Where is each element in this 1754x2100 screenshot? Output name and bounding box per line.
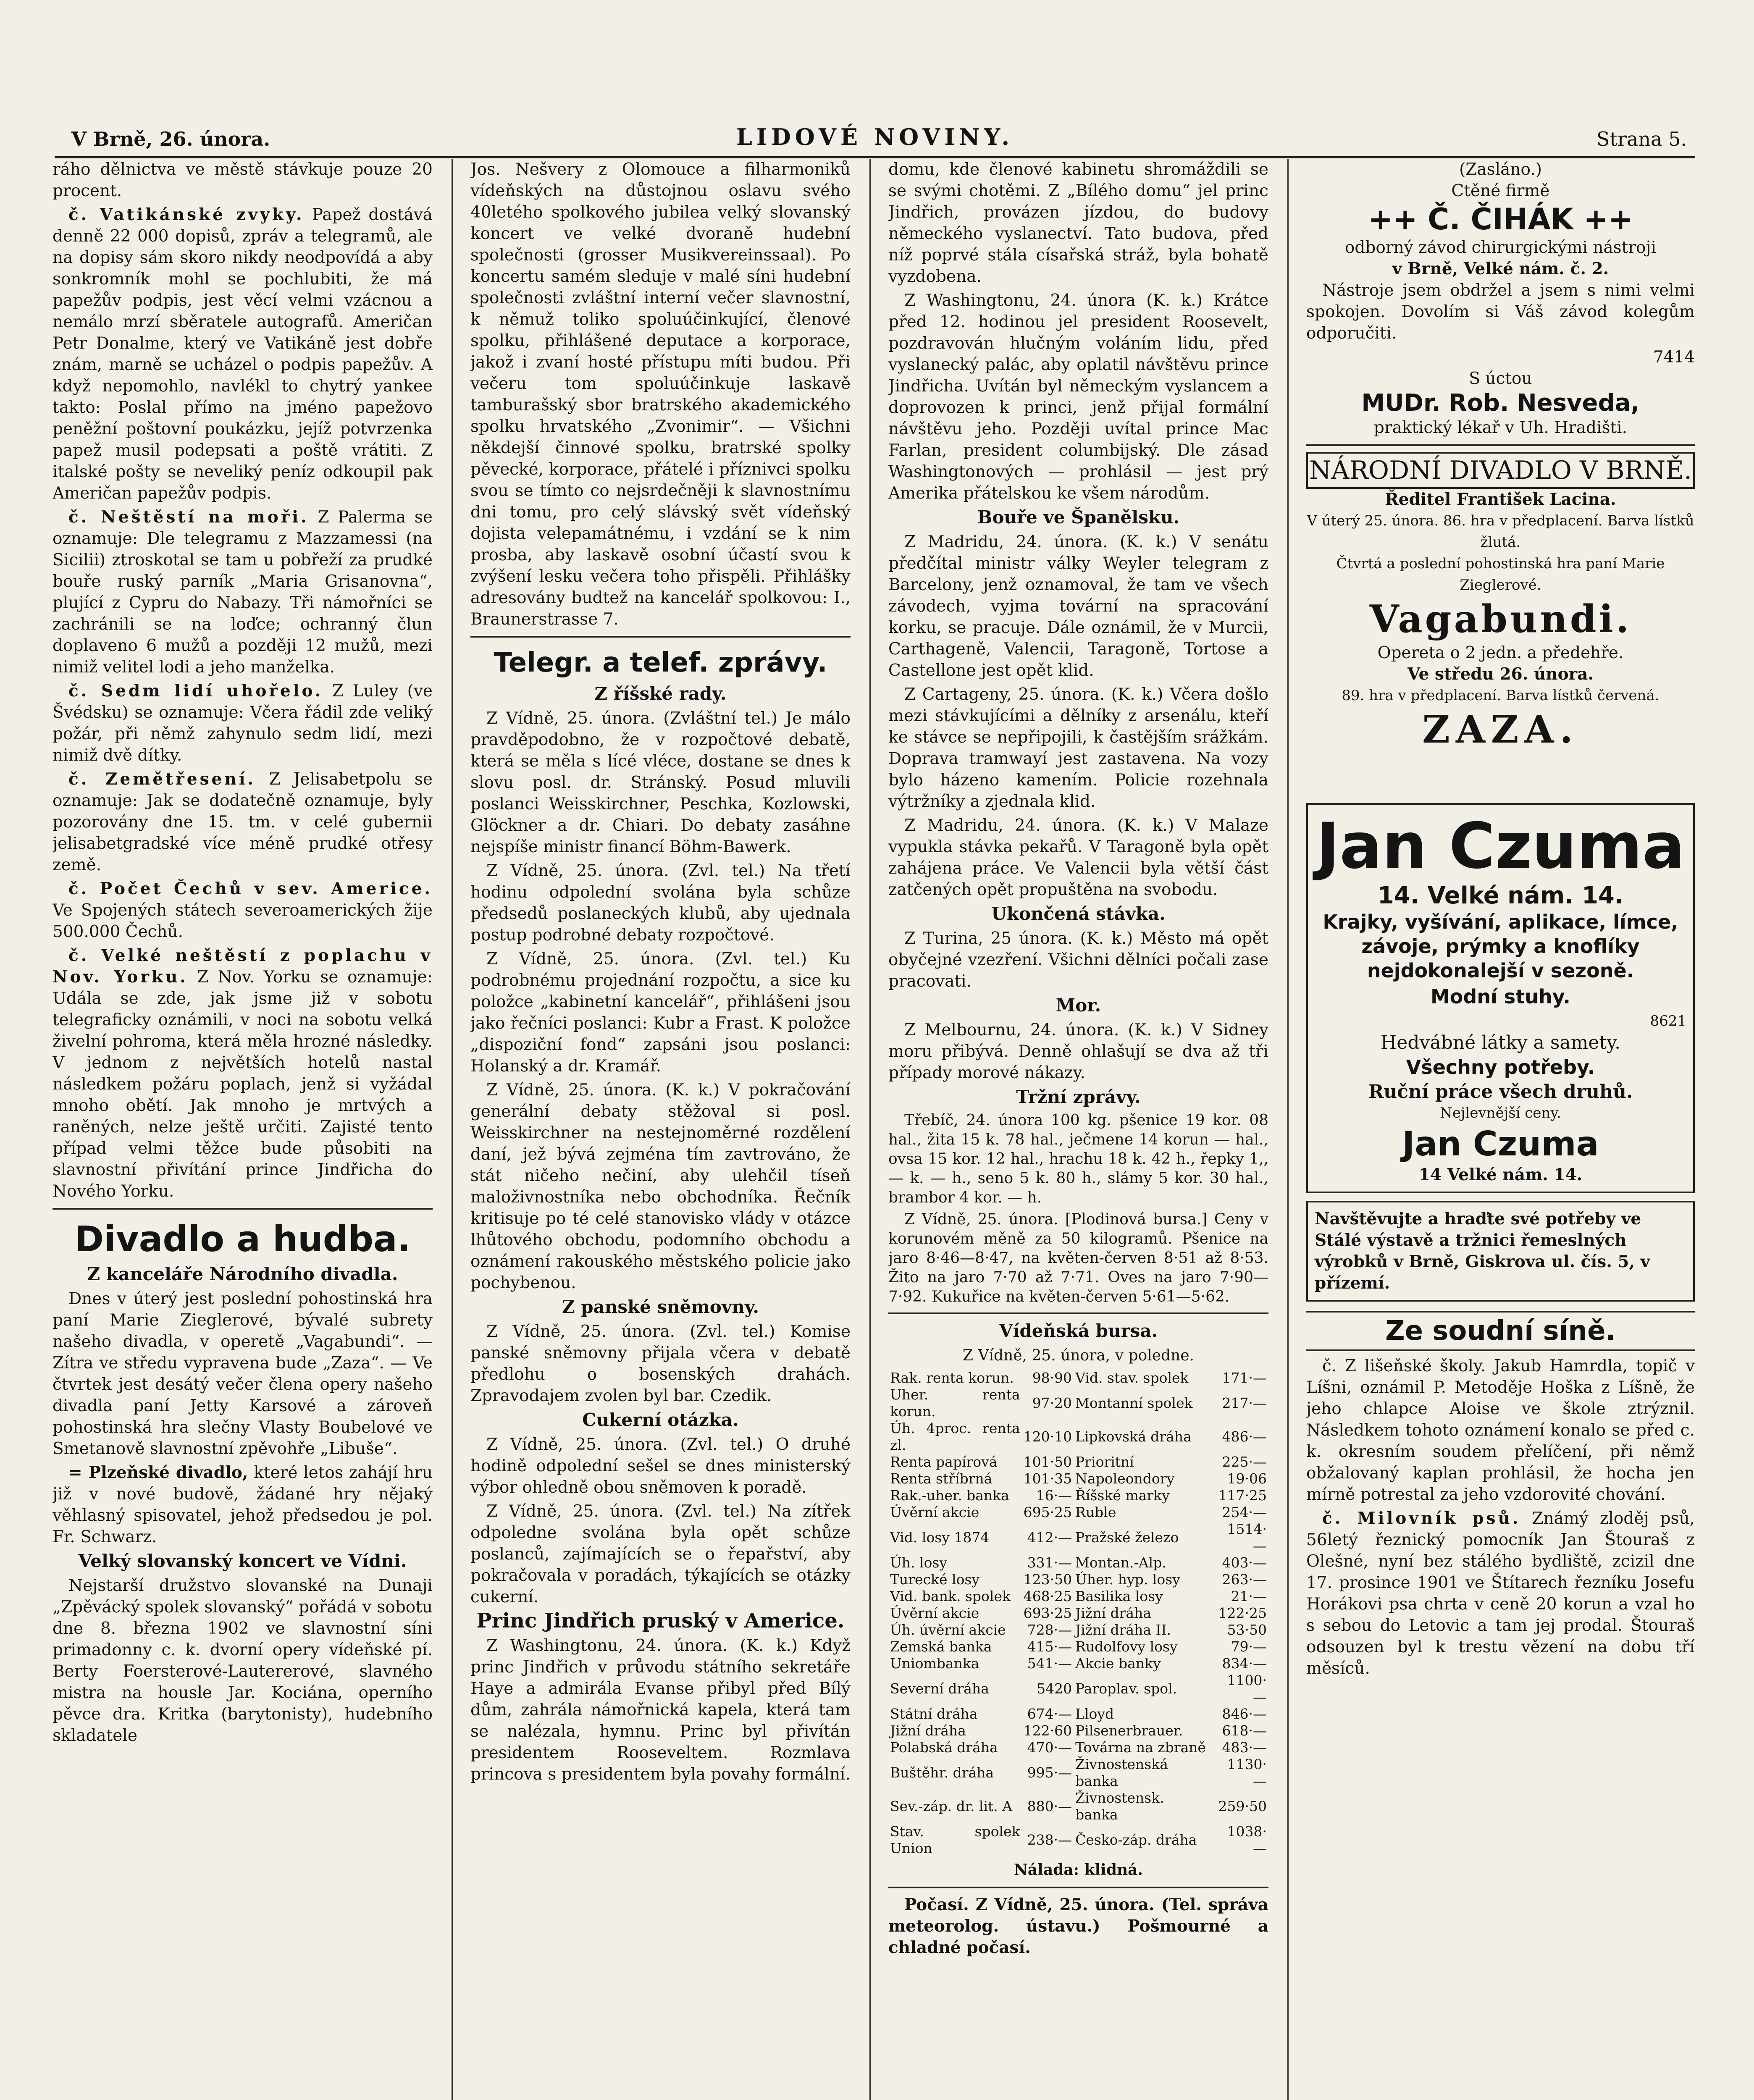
stock-name: Basilika losy [1075,1588,1163,1604]
stock-value: 225·— [1222,1454,1267,1470]
stock-name: Rudolfovy losy [1075,1638,1178,1655]
stock-name: Jižní dráha [890,1722,966,1739]
stock-name: Montan.-Alp. [1075,1554,1166,1571]
stock-name: Rak. renta korun. [890,1370,1014,1386]
stock-value: 1514·— [1227,1521,1267,1554]
stock-name: Prioritní [1075,1454,1134,1470]
vystava-ad [1306,1201,1695,1302]
stock-name: Uniombanka [890,1655,979,1672]
stock-value: 728·— [1027,1622,1072,1638]
stock-value: 123·50 [1023,1571,1072,1588]
subheading: Cukerní otázka. [582,1410,739,1430]
stock-value: 468·25 [1023,1588,1072,1604]
stock-value: 403·— [1222,1554,1267,1571]
section-heading-divadlo: Divadlo a hudba. [74,1218,411,1260]
stock-value: 470·— [1027,1739,1072,1756]
stock-name: Zemská banka [890,1638,992,1655]
article-heading: č. Vatikánské zvyky. [68,205,305,224]
article-text: Dnes v úterý jest poslední pohostinská hra paní Marie Zieglerové, bývalé subrety našeho divadla, v operetě „Vagabundi“. — Zítra ve středu vypravena bude „Zaza“. — Ve čtvrtek jest desátý večer člena opery našeho divadla paní Jetty Karsové a zároveň pohostinská hra slečny Vlasty Boubelové ve Smetanově slavnostní zpěvohře „Libuše“. [53,1289,433,1458]
stock-value: 53·50 [1227,1622,1267,1638]
stock-name: Úvěrní akcie [890,1605,979,1621]
paragraph: ráho dělnictva ve městě stávkuje pouze 20 procent. [53,160,433,200]
stock-name: Úh. losy [890,1554,948,1571]
stock-value: 995·— [1027,1764,1072,1781]
column-divider [452,159,453,2100]
stock-name: Živnostenská banka [1075,1756,1168,1789]
stock-name: Napoleondory [1075,1470,1175,1487]
stock-name: Úh. úvěrní akcie [890,1622,1006,1638]
stock-value: 254·— [1222,1504,1267,1520]
subheading: Velký slovanský koncert ve Vídni. [78,1551,407,1571]
stock-value: 412·— [1027,1529,1072,1546]
stock-name: Buštěhr. dráha [890,1764,994,1781]
nd-line: Čtvrtá a poslední pohostinská hra paní Marie Zieglerové. [1336,555,1665,593]
masthead-page-number: Strana 5. [1596,128,1687,150]
article-text: Z Washingtonu, 24. února (K. k.) Krátce před 12. hodinou jel president Roosevelt, pozdravován hlučným voláním lidu, před vyslanecký palác, aby oplatil návštěvu prince Jindřicha. Uvítán byl německým vyslancem a doprovozen k princi, jenž přijal formální návštěvu jeho. Později uvítal prince Mac Farlan, president columbijský. Dle zásad Washingtonových — prohlásil — jest prý Amerika přátelskou ke všem národům. [888,291,1268,503]
stock-row [888,1521,1268,1554]
stock-value: 101·35 [1023,1470,1072,1487]
stock-value: 120·10 [1023,1428,1072,1445]
stock-row [888,1588,1268,1605]
stock-row [888,1638,1268,1655]
stock-name: Renta papírová [890,1454,998,1470]
article-heading: č. Velké neštěstí z poplachu v Nov. Yorku. [53,946,433,987]
stock-name: Pražské železo [1075,1529,1179,1546]
nd-opereta: Opereta o 2 jedn. a předehře. [1377,643,1624,662]
article-heading: č. Zemětřesení. [68,769,256,789]
paragraph: Jos. Nešvery z Olomouce a filharmoniků vídeňských na důstojnou oslavu svého 40letého spolkového jubilea velký slovanský koncert ve velké dvoraně hudební společnosti (grosser Musikvereinssaal). Po koncertu samém sleduje v malé síni hudební společnosti zvláštní interní večer slavnostní, k němuž toliko spoluúčinkující, členové spolku, přihlášené deputace a korporace, jakož i zvaní hosté přístupu míti budou. Při večeru tom spoluúčinkuje laskavě tamburašský sbor bratrského akademického spolku hrvatského „Zvonimir“. — Všichni někdejší činnové spolku, bratrské spolky pěvecké, korporace, přátelé i příznivci spolku svou se tímto co nejsrdečněji k slavnostnímu dni tomu, pro celý slávský svět vídeňský dojista velepamátnému, i vzdání se k nim prosba, aby laskavě osobní účastí svou k zvýšení lesku večera toho přispěli. Přihlášky adresovány budtež na kancelář spolkovou: I., Braunerstrasse 7. [470,160,851,629]
article-heading: č. Milovník psů. [1322,1509,1521,1528]
uctou-label: S úctou [1469,369,1532,388]
czuma-rucni: Ruční práce všech druhů. [1368,1081,1633,1102]
czuma-address-2: 14 Velké nám. 14. [1418,1165,1583,1184]
stock-row [888,1739,1268,1756]
stock-row [888,1554,1268,1571]
nd-line: V úterý 25. února. 86. hra v předplacení. Barva lístků žlutá. [1307,512,1694,551]
subheading: Z Vídně, 25. února, v poledne. [963,1347,1194,1364]
stock-row [888,1790,1268,1823]
stock-name: Akcie banky [1075,1655,1161,1672]
stock-value: 171·— [1222,1370,1267,1386]
stock-row [888,1370,1268,1386]
article-text: Z Washingtonu, 24. února. (K. k.) Když princ Jindřich v průvodu státního sekretáře Haye a admirála Evanse přibyl před Bílý dům, zahrála námořnická kapela, která tam se nalézala, hymnu. Princ byl přivítán presidentem Rooseveltem. Rozmlava princova s presidentem byla povahy formální. [470,1636,851,1784]
article-text: Z Cartageny, 25. února. (K. k.) Včera došlo mezi stávkujícími a dělníky z arsenálu, kteří ke stávce se nepřipojili, k častějším srážkám. Doprava tramwayí jest zastavena. Na vozy bylo házeno kamením. Policie rozehnala výtržníky a zjednala klid. [888,685,1268,811]
stock-name: Pilsenerbrauer. [1075,1722,1183,1739]
subheading: Z kanceláře Národního divadla. [87,1264,398,1284]
stock-value: 122·60 [1023,1722,1072,1739]
column-divider [869,159,871,2100]
cihak-ad [1306,202,1695,438]
stock-value: 263·— [1222,1571,1267,1588]
stock-value: 5420 [1037,1680,1072,1697]
stock-name: Vid. losy 1874 [890,1529,990,1546]
stock-row [888,1706,1268,1722]
stock-name: Renta stříbrná [890,1470,993,1487]
stock-value: 238·— [1027,1832,1072,1848]
stock-name: Sev.-záp. dr. lit. A [890,1798,1013,1814]
article-text: Z Vídně, 25. února. (Zvl. tel.) Na zítřek odpoledne svolána byla opět schůze poslanců, zajímajících se o řepařství, aby pokračovala v poradách, týkajících se otázky cukerní. [470,1502,851,1606]
stock-value: 98·90 [1032,1370,1072,1386]
stock-name: Uher. renta korun. [890,1386,1020,1420]
nd-title: NÁRODNÍ DIVADLO V BRNĚ. [1306,452,1695,489]
stock-row [888,1571,1268,1588]
article-text: Z Vídně, 25. února. [Plodinová bursa.] Ceny v korunovém měně za 50 kilogramů. Pšenice na jaro 8·46—8·47, na květen-červen 8·51 až 8·53. Žito na jaro 7·70 až 7·71. Oves na jaro 7·90—7·92. Kukuřice na květen-červen 5·61—5·62. [888,1211,1268,1305]
stock-value: 486·— [1222,1428,1267,1445]
stock-name: Úher. hyp. losy [1075,1571,1180,1588]
article-text: č. Z lišeňské školy. Jakub Hamrdla, topič v Líšni, oznámil P. Metoděje Hoška z Líšně, že jeho chlapce Aloise ve škole ztrýznil. Následkem tohoto oznámení konalo se před c. k. okresním soudem přelíčení, při němž obžalovaný kaplan prohlásil, že hocha jen mírně potrestal za jeho vzdorovité chování. [1306,1357,1695,1504]
subheading: Tržní zprávy. [1016,1087,1141,1107]
czuma-text: Krajky, vyšívání, aplikace, límce, závoje, prýmky a knoflíky nejdokonalejší v sezoně. [1323,911,1678,982]
stock-value: 846·— [1222,1706,1267,1722]
stock-row [888,1386,1268,1420]
nd-stred2: 89. hra v předplacení. Barva lístků červená. [1342,687,1659,704]
stock-name: Říšské marky [1075,1487,1170,1504]
stock-name: Ruble [1075,1504,1116,1520]
stock-row [888,1605,1268,1622]
cihak-text: Nástroje jsem obdržel a jsem s nimi velmi spokojen. Dovolím si Váš závod kolegům odporučiti. [1306,281,1695,343]
stock-name: Lloyd [1075,1706,1114,1722]
article-text: Známý zloděj psů, 56letý řeznický pomocník Jan Štouraš z Olešné, nyní bez stálého bydliště, zcizil dne 17. prosince 1901 ve Štítarech řezníku Josefu Horákovi psa chrta v ceně 20 korun a vzal ho s sebou do Letovic a tam jej prodal. Štouraš odsouzen byl k trestu vězení na dobu tří měsíců. [1306,1509,1695,1678]
ctene-label: Ctěné firmě [1451,181,1550,200]
subheading: Princ Jindřich pruský v Americe. [476,1609,845,1633]
article-text: Ve Spojených státech severoamerických žije 500.000 Čechů. [53,901,433,941]
article-text: Z Vídně, 25. února. (K. k.) V pokračování generální debaty stěžoval si posl. Weisskirchner na nestejnoměrné rozdělení daní, jež bývá zejména tím zavtrováno, že stát ničeho nečiní, aby ulehčil tíseň maloživnostníka nebo obchodníka. Řečník kritisuje po té celé stanovisko vlády v otázce lhůtového obchodu, podomního obchodu a oznámení rakouského městského policie jako pochybenou. [470,1081,851,1292]
article-text: Z Vídně, 25. února. (Zvl. tel.) O druhé hodině odpolední sešel se dnes ministerský výbor ohledně obou sněmoven k poradě. [470,1435,851,1497]
cihak-subtitle: odborný závod chirurgickými nástroji [1344,238,1657,257]
paragraph: domu, kde členové kabinetu shromáždili se se svými chotěmi. Z „Bílého domu“ jel princ Jindřich, provázen jízdou, do budovy německého vyslanectví. Tato budova, před níž poprvé stála císařská stráž, byla bohatě vyzdobena. [888,160,1268,286]
stock-name: Polabská dráha [890,1739,998,1756]
stock-value: 19·06 [1227,1470,1267,1487]
column-1 [53,159,433,2100]
stock-value: 101·50 [1023,1454,1072,1470]
stock-name: Česko-záp. dráha [1075,1832,1197,1848]
stock-name: Úh. 4proc. renta zl. [890,1420,1020,1453]
column-2 [470,159,851,2100]
stock-value: 16·— [1036,1487,1072,1504]
section-heading-telegrams: Telegr. a telef. zprávy. [494,647,827,678]
stock-row [888,1622,1268,1638]
article-text: Z Palerma se oznamuje: Dle telegramu z Mazzamessi (na Sicilii) ztroskotal se tam u pobřeží za prudké bouře ruský parník „Maria Grisanovna“, plující z Cypru do Nabazy. Tři námořníci se zachránili se na loďce; ochranný člun doplaveno 6 mužů a později 12 mužů, mezi nimiž velitel lodi a jeho manželka. [53,508,433,677]
stock-value: 880·— [1027,1798,1072,1814]
stock-name: Jižní dráha [1075,1605,1152,1621]
article-text: Z Vídně, 25. února. (Zvl. tel.) Komise panské sněmovny přijala včera v debatě předlohu o bosenských drahách. Zpravodajem zvolen byl bar. Czedik. [470,1322,851,1405]
stock-table [888,1370,1268,1857]
stock-mood: Nálada: klidná. [1014,1861,1143,1879]
section-rule [888,1887,1268,1888]
nd-vagabundi: Vagabundi. [1369,597,1632,641]
article-text: které letos zahájí hru již v nové budově, žádané hry nějaký věhlasný spisovatel, jehož předsedou je pol. Fr. Schwarz. [53,1463,433,1546]
masthead-title: LIDOVÉ NOVINY. [736,123,1014,150]
stock-value: 483·— [1222,1739,1267,1756]
nesveda-subtitle: praktický lékař v Uh. Hradišti. [1373,418,1628,437]
stock-name: Paroplav. spol. [1075,1680,1177,1697]
stock-value: 674·— [1027,1706,1072,1722]
nesveda-name: MUDr. Rob. Nesveda, [1361,389,1640,417]
vystava-text: Navštěvujte a hraďte své potřeby ve Stálé výstavě a tržnici řemeslných výrobků v Brně, Giskrova ul. čís. 5, v přízemí. [1315,1209,1650,1293]
stock-row [888,1487,1268,1504]
section-rule [1306,444,1695,446]
czuma-number: 8621 [1650,1013,1686,1029]
column-4 [1306,159,1695,2100]
column-3 [888,159,1268,2100]
stock-value: 1100·— [1227,1672,1267,1705]
nd-director: Ředitel František Lacina. [1385,490,1616,509]
czuma-ceny: Nejlevnější ceny. [1440,1105,1561,1121]
article-text: Z Vídně, 25. února. (Zvláštní tel.) Je málo pravděpodobno, že v rozpočtové debatě, která se měla s lícé vléce, dostane se dnes k slovu posl. dr. Stránský. Posud mluvili poslanci Weisskirchner, Peschka, Kozlowski, Glöckner a dr. Chiari. Do debaty zasáhne nejspíše ministr financí Böhm-Bawerk. [470,709,851,856]
stock-name: Úvěrní akcie [890,1504,979,1520]
article-text: Třebíč, 24. února 100 kg. pšenice 19 kor. 08 hal., žita 15 k. 78 hal., ječmene 14 korun — hal., ovsa 15 kor. 12 hal., hrachu 18 k. 42 h., řepky 1,,— k. — h., seno 5 k. 80 h., slámy 5 kor. 30 hal., brambor 4 kor. — h. [888,1112,1268,1206]
stock-name: Jižní dráha II. [1075,1622,1171,1638]
cihak-name: ++ Č. ČIHÁK ++ [1368,202,1633,236]
stock-name: Lipkovská dráha [1075,1428,1192,1445]
article-text: Nejstarší družstvo slovanské na Dunaji „Zpěvácký spolek slovanský“ pořádá v sobotu dne 8. března 1902 ve slavnostní síni primadonny c. k. dvorní opery vídeňské pí. Berty Foersterové-Lautererové, slavného mistra na housle Jar. Kociána, operního pěvce dra. Kritka (barytonisty), hudebního skladatele [53,1576,433,1745]
section-rule [470,636,851,638]
stock-name: Vid. bank. spolek [890,1588,1011,1604]
stock-value: 1038·— [1227,1823,1267,1856]
stock-row [888,1504,1268,1521]
article-text: Z Melbournu, 24. února. (K. k.) V Sidney moru přibývá. Denně ohlašují se dva až tři případy morové nákazy. [888,1021,1268,1082]
subheading: Z říšské rady. [594,683,727,704]
article-heading: = Plzeňské divadlo, [68,1463,248,1482]
subheading: Z panské sněmovny. [562,1297,759,1317]
article-text: Z Madridu, 24. února. (K. k.) V senátu předčítal ministr války Weyler telegram z Barcelony, jenž oznamoval, že tam ve všech závodech, vyjma tovární na spracování korku, se pracuje. Dále oznámil, že v Murcii, Carthageně, Valencii, Taragoně, Tortose a Castellone jest opět klid. [888,533,1268,680]
czuma-vse: Všechny potřeby. [1406,1056,1595,1079]
section-heading-soud: Ze soudní síně. [1306,1311,1695,1351]
czuma-address: 14. Velké nám. 14. [1377,882,1624,909]
stock-value: 117·25 [1218,1487,1267,1504]
article-text: Z Luley (ve Švédsku) se oznamuje: Včera řádil zde veliký požár, při němž zahynulo sedm lidí, mezi nimiž dvě dítky. [53,682,433,765]
czuma-hedvabne: Hedvábné látky a samety. [1380,1032,1621,1053]
stock-name: Rak.-uher. banka [890,1487,1009,1504]
stock-value: 259·50 [1218,1798,1267,1814]
stock-value: 331·— [1027,1554,1072,1571]
stock-name: Továrna na zbraně [1075,1739,1206,1756]
stock-row [888,1756,1268,1790]
stock-value: 21·— [1231,1588,1267,1604]
stock-value: 693·25 [1023,1605,1072,1621]
column-divider [1287,159,1289,2100]
stock-name: Turecké losy [890,1571,980,1588]
stock-row [888,1420,1268,1454]
article-heading: č. Počet Čechů v sev. Americe. [68,879,433,898]
stock-name: Vid. stav. spolek [1075,1370,1189,1386]
article-text: Z Jelisabetpolu se oznamuje: Jak se dodatečně oznamuje, byly pozorovány dne 15. tm. v celé gubernii jelisabetgradské více méně prudké otřesy země. [53,770,433,874]
article-text: Papež dostává denně 22 000 dopisů, zpráv a telegramů, ale na dopisy sám skoro nikdy neodpovídá a aby sonkromník mohl se pochlubiti, že má papežův podpis, jest věcí velmi vzácnou a nemálo mrzí sběratele autografů. Američan Petr Donalme, který ve Vatikáně jest dobře znám, marně se ucházel o podpis papežův. A když nepomohlo, navlékl to chytrý yankee takto: Poslal přímo na jméno papežovo peněžní poštovní poukázku, jejíž potvrzenka papež musil podepsati a poště vrátiti. Z italské pošty se neveliký peníz odkoupil pak Američan papežův podpis. [53,205,433,503]
stock-value: 618·— [1222,1722,1267,1739]
section-rule [888,1312,1268,1314]
stock-name: Živnostensk. banka [1075,1790,1164,1823]
stock-value: 834·— [1222,1655,1267,1672]
stock-value: 415·— [1027,1638,1072,1655]
subheading: Bouře ve Španělsku. [977,507,1180,528]
czuma-name: Jan Czuma [1316,810,1685,883]
masthead [55,110,1695,158]
stock-value: 695·25 [1023,1504,1072,1520]
weather-report: Počasí. Z Vídně, 25. února. (Tel. správa meteorolog. ústavu.) Pošmourné a chladné počasí. [888,1895,1268,1957]
stock-value: 122·25 [1218,1605,1267,1621]
stock-value: 97·20 [1032,1395,1072,1411]
article-heading: č. Neštěstí na moři. [68,507,309,527]
stock-row [888,1454,1268,1470]
subheading: Vídeňská bursa. [999,1320,1158,1341]
stock-value: 541·— [1027,1655,1072,1672]
article-text: Z Nov. Yorku se oznamuje: Udála se zde, jak jsme již v sobotu telegraficky oznámili, v noci na sobotu velká živelní pohroma, která měla hrozné následky. V jednom z největších hotelů nastal následkem požáru poplach, jenž si vyžádal mnoho obětí. Jak mnoho je mrtvých a raněných, nelze ještě určiti. Zajisté tento případ velmi těžce bude působiti na slavnostní přivítání prince Jindřicha do Nového Yorku. [53,968,433,1201]
cihak-address: v Brně, Velké nám. č. 2. [1392,259,1609,278]
stock-row [888,1672,1268,1706]
stock-row [888,1470,1268,1487]
national-theatre-ad [1306,452,1695,753]
subheading: Ukončená stávka. [991,903,1166,924]
nd-stred: Ve středu 26. února. [1407,664,1594,684]
stock-value: 1130·— [1227,1756,1267,1789]
subheading: Mor. [1056,995,1101,1016]
masthead-place-date: V Brně, 26. února. [71,128,270,150]
stock-value: 79·— [1231,1638,1267,1655]
stock-name: Severní dráha [890,1680,989,1697]
article-text: Z Madridu, 24. února. (K. k.) V Malaze vypukla stávka pekařů. V Taragoně byla opět zahájena práce. Ve Valencii byla větší část zatčených opět propuštěna na svobodu. [888,816,1268,899]
czuma-name-2: Jan Czuma [1402,1124,1599,1163]
section-rule [53,1208,433,1210]
stock-row [888,1655,1268,1672]
article-text: Z Turina, 25 února. (K. k.) Město má opět obyčejné vzezření. Všichni dělníci počali zase pracovati. [888,929,1268,991]
czuma-ad [1306,803,1695,1193]
zaslano-label: (Zasláno.) [1459,160,1542,179]
stock-row [888,1722,1268,1739]
stock-value: 217·— [1222,1395,1267,1411]
nd-zaza: ZAZA. [1422,707,1579,752]
czuma-modni: Modní stuhy. [1431,985,1570,1008]
article-text: Z Vídně, 25. února. (Zvl. tel.) Ku podrobnému projednání rozpočtu, a sice ku položce „kabinetní kancelář“, přihlášeni jsou jako řečníci poslanci: Kubr a Frast. K položce „dispoziční fond“ zapsáni jsou poslanci: Holanský a dr. Kramář. [470,950,851,1076]
stock-name: Montanní spolek [1075,1395,1193,1411]
article-text: Z Vídně, 25. února. (Zvl. tel.) Na třetí hodinu odpolední svolána byla schůze předsedů poslaneckých klubů, aby ujednala postup podrobné debaty rozpočtové. [470,861,851,945]
article-heading: č. Sedm lidí uhořelo. [68,681,323,701]
stock-name: Stav. spolek Union [890,1823,1020,1856]
stock-name: Státní dráha [890,1706,978,1722]
stock-row [888,1823,1268,1857]
cihak-number: 7414 [1653,348,1695,367]
